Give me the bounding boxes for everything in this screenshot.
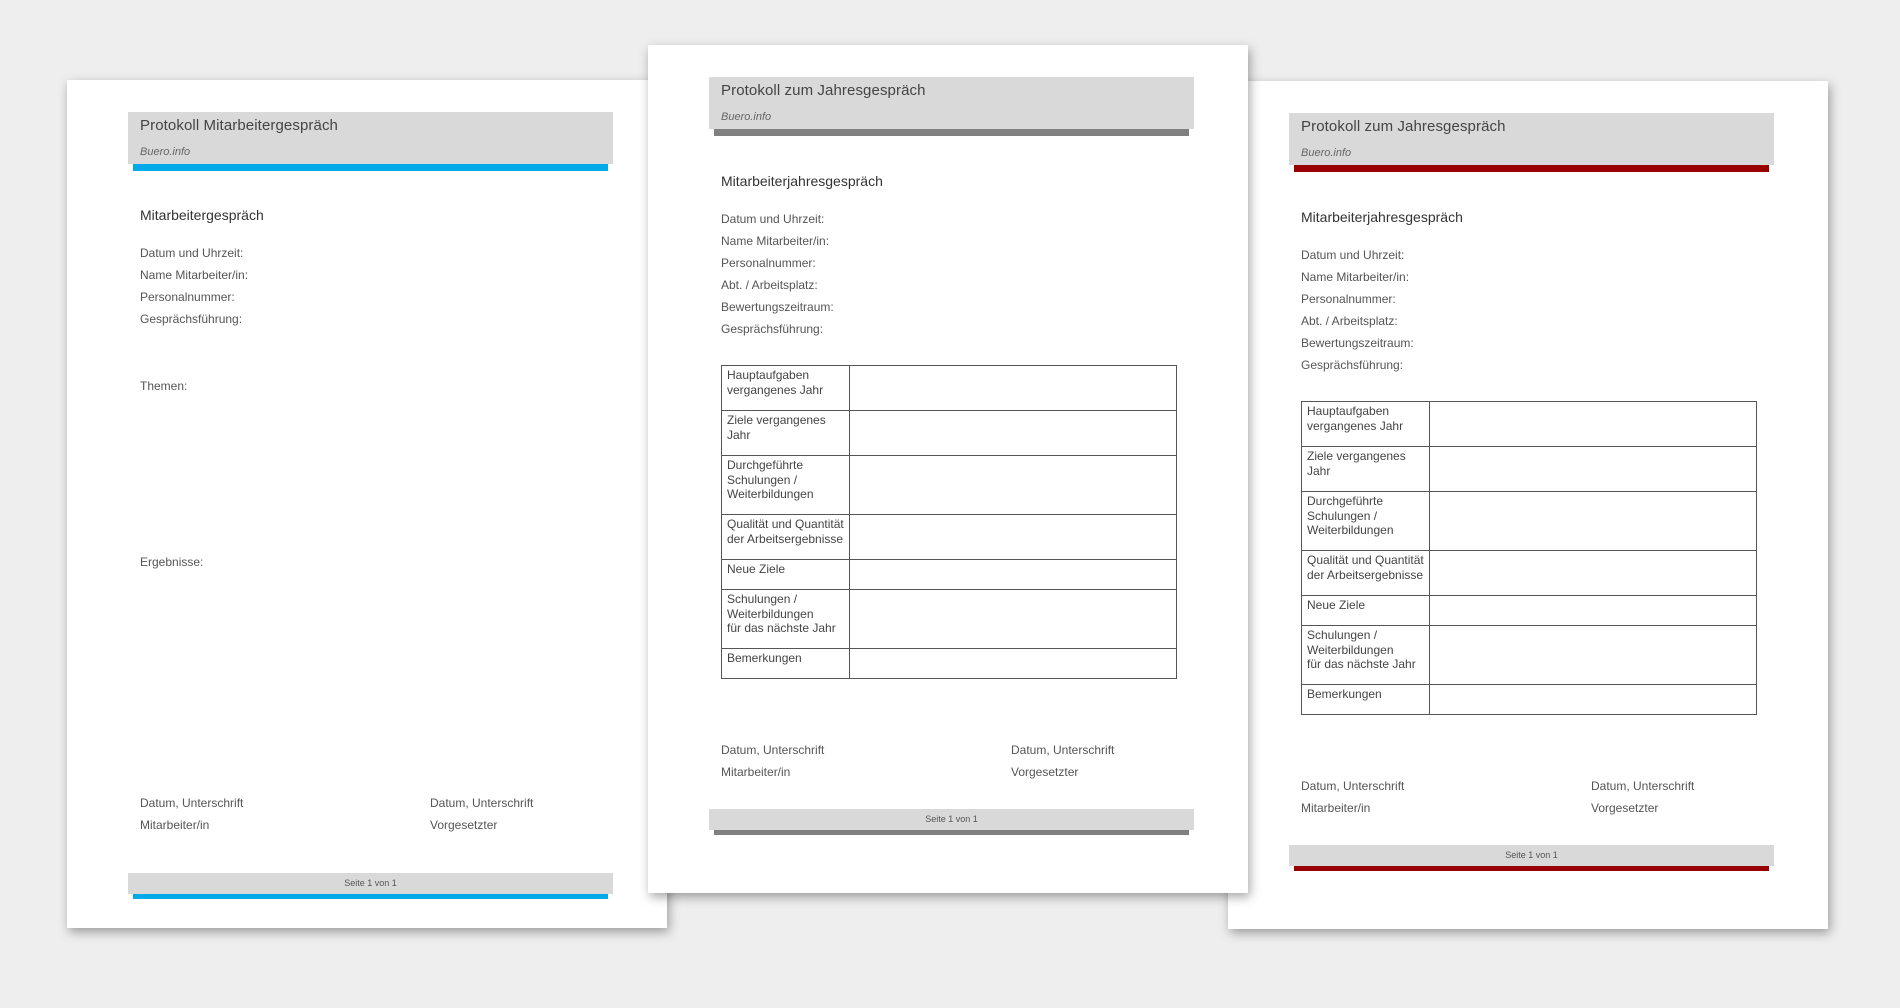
row-label: Qualität und Quantität der Arbeitsergebnisse [1302,551,1430,596]
field-label: Bewertungszeitraum: [1301,336,1414,350]
row-value-cell[interactable] [850,590,1177,649]
row-value-cell[interactable] [1430,447,1757,492]
row-label: Neue Ziele [1302,596,1430,626]
row-value-cell[interactable] [850,649,1177,679]
document-page-center [648,45,1248,893]
field-label: Name Mitarbeiter/in: [721,234,830,248]
field-label: Datum und Uhrzeit: [1301,248,1405,262]
table-row [722,649,1177,679]
page-footer [1289,845,1774,866]
row-label: Neue Ziele [722,560,850,590]
table-row [1302,447,1757,492]
field-label: Personalnummer: [140,290,235,304]
header-subtitle: Buero.info [140,146,191,158]
table-row [722,515,1177,560]
table-row [1302,596,1757,626]
header-accent-bar [714,129,1189,136]
signature-line-1: Datum, Unterschrift [721,743,825,757]
themen-label: Themen: [140,379,188,393]
field-list [140,242,248,330]
row-label: Hauptaufgaben vergangenes Jahr [722,366,850,411]
row-value-cell[interactable] [1430,492,1757,551]
signature-line-1: Datum, Unterschrift [1591,779,1695,793]
row-label: Hauptaufgaben vergangenes Jahr [1302,402,1430,447]
signature-line-1: Datum, Unterschrift [140,796,244,810]
header-accent-bar [133,164,608,171]
row-value-cell[interactable] [1430,626,1757,685]
field-list [1301,244,1414,376]
footer-accent-bar [133,894,608,899]
header-title: Protokoll Mitarbeitergespräch [140,117,338,134]
document-page-right [1228,81,1828,929]
row-label: Schulungen / Weiterbildungen für das nächste Jahr [1302,626,1430,685]
table-row [1302,685,1757,715]
section-title: Mitarbeiterjahresgespräch [721,173,883,189]
review-table [1301,401,1757,715]
field-label: Gesprächsführung: [1301,358,1404,372]
row-value-cell[interactable] [850,366,1177,411]
row-label: Durchgeführte Schulungen / Weiterbildungen [1302,492,1430,551]
section-title: Mitarbeiterjahresgespräch [1301,209,1463,225]
table-row [722,411,1177,456]
signature-employee [1301,775,1404,819]
header-subtitle: Buero.info [1301,147,1352,159]
page-number: Seite 1 von 1 [925,814,978,824]
row-value-cell[interactable] [1430,685,1757,715]
field-label: Datum und Uhrzeit: [721,212,825,226]
row-label: Bemerkungen [1302,685,1430,715]
signature-line-2: Vorgesetzter [430,818,498,832]
field-label: Personalnummer: [721,256,816,270]
header-title: Protokoll zum Jahresgespräch [1301,118,1506,135]
field-label: Bewertungszeitraum: [721,300,834,314]
section-title: Mitarbeitergespräch [140,207,264,223]
signature-employee [721,739,824,783]
page-header [1289,113,1774,165]
row-label: Schulungen / Weiterbildungen für das nächste Jahr [722,590,850,649]
field-label: Name Mitarbeiter/in: [1301,270,1410,284]
table-row [1302,492,1757,551]
row-value-cell[interactable] [1430,551,1757,596]
header-subtitle: Buero.info [721,111,772,123]
signature-line-2: Mitarbeiter/in [1301,801,1371,815]
row-label: Bemerkungen [722,649,850,679]
signature-line-2: Vorgesetzter [1591,801,1659,815]
page-number: Seite 1 von 1 [1505,850,1558,860]
table-row [1302,626,1757,685]
document-page-left [67,80,667,928]
page-footer [709,809,1194,830]
table-row [722,590,1177,649]
ergebnisse-label: Ergebnisse: [140,555,204,569]
row-value-cell[interactable] [850,456,1177,515]
field-label: Abt. / Arbeitsplatz: [721,278,818,292]
field-label: Gesprächsführung: [140,312,243,326]
header-title: Protokoll zum Jahresgespräch [721,82,926,99]
row-label: Ziele vergangenes Jahr [1302,447,1430,492]
header-accent-bar [1294,165,1769,172]
row-value-cell[interactable] [850,411,1177,456]
row-label: Ziele vergangenes Jahr [722,411,850,456]
row-value-cell[interactable] [1430,402,1757,447]
signature-employee [140,792,243,836]
signature-supervisor [430,792,533,836]
field-label: Personalnummer: [1301,292,1396,306]
field-list [721,208,834,340]
footer-accent-bar [714,830,1189,835]
page-number: Seite 1 von 1 [344,878,397,888]
review-table [721,365,1177,679]
table-row [1302,551,1757,596]
field-label: Name Mitarbeiter/in: [140,268,249,282]
signature-supervisor [1011,739,1114,783]
page-header [709,77,1194,129]
table-row [722,560,1177,590]
page-footer [128,873,613,894]
row-value-cell[interactable] [850,515,1177,560]
row-value-cell[interactable] [850,560,1177,590]
table-row [722,366,1177,411]
signature-line-2: Mitarbeiter/in [721,765,791,779]
table-row [1302,402,1757,447]
signature-line-1: Datum, Unterschrift [1301,779,1405,793]
field-label: Abt. / Arbeitsplatz: [1301,314,1398,328]
field-label: Gesprächsführung: [721,322,824,336]
table-row [722,456,1177,515]
page-header [128,112,613,164]
row-label: Qualität und Quantität der Arbeitsergebnisse [722,515,850,560]
footer-accent-bar [1294,866,1769,871]
field-label: Datum und Uhrzeit: [140,246,244,260]
signature-line-2: Mitarbeiter/in [140,818,210,832]
row-value-cell[interactable] [1430,596,1757,626]
signature-supervisor [1591,775,1694,819]
signature-line-2: Vorgesetzter [1011,765,1079,779]
row-label: Durchgeführte Schulungen / Weiterbildungen [722,456,850,515]
signature-line-1: Datum, Unterschrift [1011,743,1115,757]
signature-line-1: Datum, Unterschrift [430,796,534,810]
